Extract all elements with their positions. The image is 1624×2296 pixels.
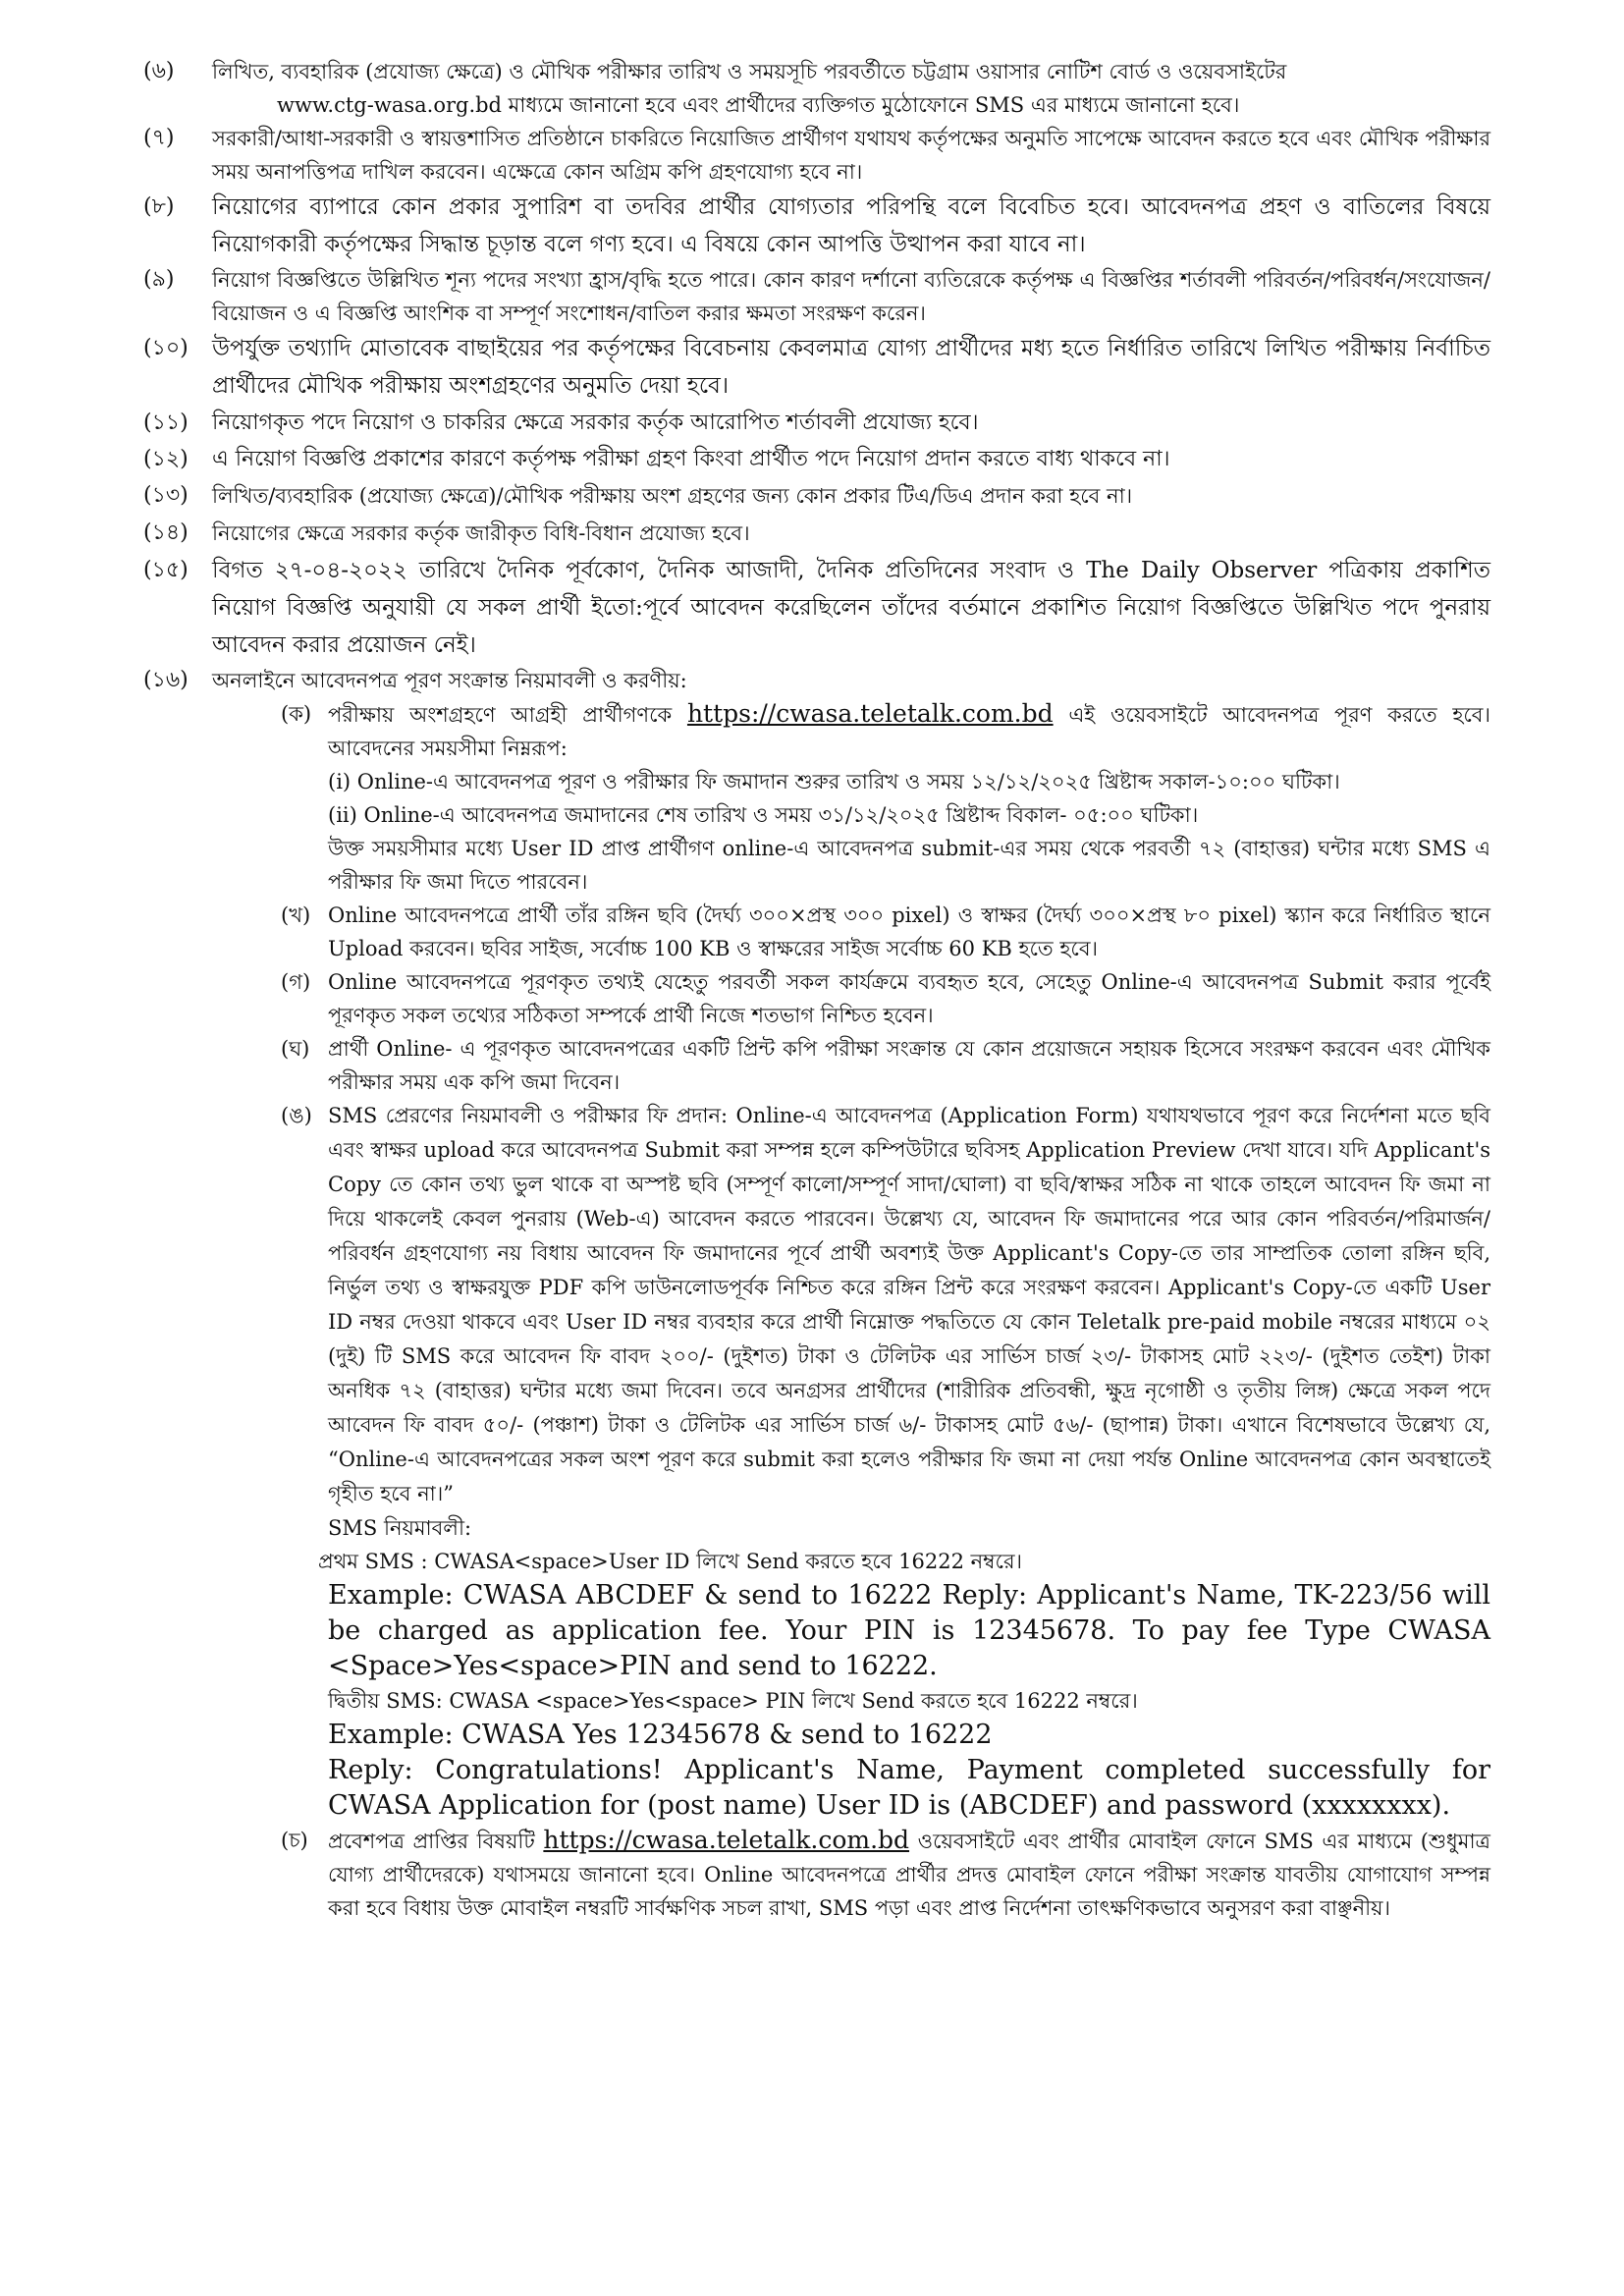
subclause-ga: [281, 965, 1490, 1032]
clause-number: (৬): [143, 59, 175, 83]
clause-number: (১৬): [143, 668, 189, 692]
subclause-text: পরীক্ষায় অংশগ্রহণে আগ্রহী প্রার্থীগণকে: [328, 703, 673, 727]
subclause-label: (চ): [281, 1829, 308, 1852]
clause-text: লিখিত/ব্যবহারিক (প্রযোজ্য ক্ষেত্রে)/মৌখিক পরীক্ষায় অংশ গ্রহণের জন্য কোন প্রকার টিএ/ডিএ প্রদান করা হবে না।: [212, 484, 1133, 508]
schedule-end: (ii) Online-এ আবেদনপত্র জমাদানের শেষ তারিখ ও সময় ৩১/১২/২০২৫ খ্রিষ্টাব্দ বিকাল- ০৫:০০ ঘটিকা।: [328, 803, 1199, 827]
clause-text: বিগত ২৭-০৪-২০২২ তারিখে দৈনিক পূর্বকোণ, দৈনিক আজাদী, দৈনিক প্রতিদিনের সংবাদ ও The Daily Observer পত্রিকায় প্রকাশিত নিয়োগ বিজ্ঞপ্তি অনুযায়ী যে সকল প্রার্থী ইতো:পূর্বে আবেদন করেছিলেন তাঁদের বর্তমানে প্রকাশিত নিয়োগ বিজ্ঞপ্তিতে উল্লিখিত পদে পুনরায় আবেদন করার প্রয়োজন নেই।: [212, 558, 1490, 658]
clause-9: [135, 263, 1490, 330]
subclause-label: (ঘ): [281, 1037, 310, 1061]
clause-text: নিয়োগকৃত পদে নিয়োগ ও চাকরির ক্ষেত্রে সরকার কর্তৃক আরোপিত শর্তাবলী প্রযোজ্য হবে।: [212, 410, 979, 435]
clause-15: [135, 552, 1490, 664]
subclause-ka: [281, 697, 1490, 765]
subclause-label: (ক): [281, 702, 312, 726]
clause-number: (৭): [143, 126, 175, 150]
sms-example-2: Example: CWASA Yes 12345678 & send to 16222: [328, 1720, 993, 1750]
website-link[interactable]: https://cwasa.teletalk.com.bd: [686, 699, 1054, 728]
clause-text: উপর্যুক্ত তথ্যাদি মোতাবেক বাছাইয়ের পর কর্তৃপক্ষের বিবেচনায় কেবলমাত্র যোগ্য প্রার্থীদের মধ্য হতে নির্ধারিত তারিখে লিখিত পরীক্ষায় নির্বাচিত প্রার্থীদের মৌখিক পরীক্ষায় অংশগ্রহণের অনুমতি দেয়া হবে।: [212, 336, 1490, 399]
subclause-label: (গ): [281, 970, 311, 994]
subclause-text: ওয়েবসাইটে এবং প্রার্থীর মোবাইল ফোনে SMS এর মাধ্যমে (শুধুমাত্র যোগ্য প্রার্থীদেরকে) যথাসময়ে জানানো হবে। Online আবেদনপত্রে প্রার্থীর প্রদত্ত মোবাইল ফোনে পরীক্ষা সংক্রান্ত যাবতীয় যোগাযোগ সম্পন্ন করা হবে বিধায় উক্ত মোবাইল নম্বরটি সার্বক্ষণিক সচল রাখা, SMS পড়া এবং প্রাপ্ত নির্দেশনা তাৎক্ষণিকভাবে অনুসরণ করা বাঞ্ছনীয়।: [328, 1830, 1490, 1920]
first-sms-instruction: প্রথম SMS : CWASA<space>User ID লিখে Send করতে হবে 16222 নম্বরে।: [318, 1550, 1023, 1573]
subclause-text: প্রার্থী Online- এ পূরণকৃত আবেদনপত্রের একটি প্রিন্ট কপি পরীক্ষা সংক্রান্ত যে কোন প্রয়োজনে সহায়ক হিসেবে সংরক্ষণ করবেন এবং মৌখিক পরীক্ষার সময় এক কপি জমা দিবেন।: [328, 1037, 1490, 1094]
subclause-text: প্রবেশপত্র প্রাপ্তির বিষয়টি: [328, 1830, 535, 1853]
clause-number: (১৫): [143, 558, 189, 582]
clause-number: (৯): [143, 267, 175, 292]
subclause-cha: [281, 1824, 1490, 1925]
clause-text: নিয়োগ বিজ্ঞপ্তিতে উল্লিখিত শূন্য পদের সংখ্যা হ্রাস/বৃদ্ধি হতে পারে। কোন কারণ দর্শানো ব্যতিরেকে কর্তৃপক্ষ এ বিজ্ঞপ্তির শর্তাবলী পরিবর্তন/পরিবর্ধন/সংযোজন/বিয়োজন ও এ বিজ্ঞপ্তি আংশিক বা সম্পূর্ণ সংশোধন/বাতিল করার ক্ষমতা সংরক্ষণ করেন।: [212, 268, 1490, 325]
clause-13: [135, 477, 1490, 515]
sms-reply: Reply: Congratulations! Applicant's Name, Payment completed successfully for CWASA Application for (post name) User ID is (ABCDEF) and password (xxxxxxxx).: [328, 1755, 1490, 1821]
clause-12: [135, 441, 1490, 477]
clause-number: (১৪): [143, 520, 189, 545]
subclause-text: এই ওয়েবসাইটে আবেদনপত্র পূরণ করতে হবে। আবেদনের সময়সীমা নিম্নরূপ:: [328, 703, 1490, 760]
clause-10: [135, 330, 1490, 405]
clause-16: [135, 664, 1490, 697]
sms-example-1: Example: CWASA ABCDEF & send to 16222 Reply: Applicant's Name, TK-223/56 will be charged as application fee. Your PIN is 12345678. To pay fee Type CWASA <Space>Yes<space>PIN and send to 16222.: [328, 1580, 1490, 1681]
sms-rules-heading: SMS নিয়মাবলী:: [328, 1516, 472, 1540]
clause-8: [135, 189, 1490, 263]
clause-number: (১২): [143, 447, 189, 471]
schedule-start: (i) Online-এ আবেদনপত্র পূরণ ও পরীক্ষার ফি জমাদান শুরুর তারিখ ও সময় ১২/১২/২০২৫ খ্রিষ্টাব্দ সকাল-১০:০০ ঘটিকা।: [328, 770, 1340, 793]
clause-text-line-2: www.ctg-wasa.org.bd মাধ্যমে জানানো হবে এবং প্রার্থীদের ব্যক্তিগত মুঠোফোনে SMS এর মাধ্যমে জানানো হবে।: [277, 93, 1240, 117]
clause-11: [135, 405, 1490, 441]
subclause-nga: [281, 1099, 1490, 1511]
clause-number: (১১): [143, 410, 189, 435]
subclause-text: SMS প্রেরণের নিয়মাবলী ও পরীক্ষার ফি প্রদান: Online-এ আবেদনপত্র (Application Form) যথাযথভাবে পূরণ করে নির্দেশনা মতে ছবি এবং স্বাক্ষর upload করে আবেদনপত্র Submit করা সম্পন্ন হলে কম্পিউটারে ছবিসহ Application Preview দেখা যাবে। যদি Applicant's Copy তে কোন তথ্য ভুল থাকে বা অস্পষ্ট ছবি (সম্পূর্ণ কালো/সম্পূর্ণ সাদা/ঘোলা) বা ছবি/স্বাক্ষর সঠিক না থাকে তাহলে আবেদন ফি জমা না দিয়ে থাকলেই কেবল পুনরায় (Web-এ) আবেদন করতে পারবেন। উল্লেখ্য যে, আবেদন ফি জমাদানের পরে আর কোন পরিবর্তন/পরিমার্জন/পরিবর্ধন গ্রহণযোগ্য নয় বিধায় আবেদন ফি জমাদানের পূর্বে প্রার্থী অবশ্যই উক্ত Applicant's Copy-তে তার সাম্প্রতিক তোলা রঙ্গিন ছবি, নির্ভুল তথ্য ও স্বাক্ষরযুক্ত PDF কপি ডাউনলোডপূর্বক নিশ্চিত করে রঙ্গিন প্রিন্ট করে সংরক্ষণ করবেন। Applicant's Copy-তে একটি User ID নম্বর দেওয়া থাকবে এবং User ID নম্বর ব্যবহার করে প্রার্থী নিম্নোক্ত পদ্ধতিতে যে কোন Teletalk pre-paid mobile নম্বরের মাধ্যমে ০২ (দুই) টি SMS করে আবেদন ফি বাবদ ২০০/- (দুইশত) টাকা ও টেলিটক এর সার্ভিস চার্জ ২৩/- টাকাসহ মোট ২২৩/- (দুইশত তেইশ) টাকা অনধিক ৭২ (বাহাত্তর) ঘন্টার মধ্যে জমা দিবেন। তবে অনগ্রসর প্রার্থীদের (শারীরিক প্রতিবন্ধী, ক্ষুদ্র নৃগোষ্ঠী ও তৃতীয় লিঙ্গ) ক্ষেত্রে সকল পদে আবেদন ফি বাবদ ৫০/- (পঞ্চাশ) টাকা ও টেলিটক এর সার্ভিস চার্জ ৬/- টাকাসহ মোট ৫৬/- (ছাপান্ন) টাকা। এখানে বিশেষভাবে উল্লেখ্য যে, “Online-এ আবেদনপত্রের সকল অংশ পূরণ করে submit করা হলেও পরীক্ষার ফি জমা না দেয়া পর্যন্ত Online আবেদনপত্র কোন অবস্থাতেই গৃহীত হবে না।”: [328, 1104, 1490, 1505]
clause-text: অনলাইনে আবেদনপত্র পূরণ সংক্রান্ত নিয়মাবলী ও করণীয়:: [212, 669, 687, 692]
clause-number: (৮): [143, 194, 175, 219]
clause-text: এ নিয়োগ বিজ্ঞপ্তি প্রকাশের কারণে কর্তৃপক্ষ পরীক্ষা গ্রহণ কিংবা প্রার্থীত পদে নিয়োগ প্রদান করতে বাধ্য থাকবে না।: [212, 447, 1170, 471]
clause-text: সরকারী/আধা-সরকারী ও স্বায়ত্তশাসিত প্রতিষ্ঠানে চাকরিতে নিয়োজিত প্রার্থীগণ যথাযথ কর্তৃপক্ষের অনুমতি সাপেক্ষে আবেদন করতে হবে এবং মৌখিক পরীক্ষার সময় অনাপত্তিপত্র দাখিল করবেন। এক্ষেত্রে কোন অগ্রিম কপি গ্রহণযোগ্য হবে না।: [212, 127, 1490, 184]
subclause-text: Online আবেদনপত্রে পূরণকৃত তথ্যই যেহেতু পরবর্তী সকল কার্যক্রমে ব্যবহৃত হবে, সেহেতু Online-এ আবেদনপত্র Submit করার পূর্বেই পূরণকৃত সকল তথ্যের সঠিকতা সম্পর্কে প্রার্থী নিজে শতভাগ নিশ্চিত হবেন।: [328, 970, 1490, 1027]
website-link[interactable]: https://cwasa.teletalk.com.bd: [543, 1826, 910, 1854]
subclause-text: Online আবেদনপত্রে প্রার্থী তাঁর রঙ্গিন ছবি (দৈর্ঘ্য ৩০০×প্রস্থ ৩০০ pixel) ও স্বাক্ষর (দৈর্ঘ্য ৩০০×প্রস্থ ৮০ pixel) স্ক্যান করে নির্ধারিত স্থানে Upload করবেন। ছবির সাইজ, সর্বোচ্চ 100 KB ও স্বাক্ষরের সাইজ সর্বোচ্চ 60 KB হতে হবে।: [328, 903, 1490, 960]
clause-number: (১০): [143, 336, 189, 360]
subclause-kha: [281, 899, 1490, 965]
schedule-note: উক্ত সময়সীমার মধ্যে User ID প্রাপ্ত প্রার্থীগণ online-এ আবেদনপত্র submit-এর সময় থেকে পরবর্তী ৭২ (বাহাত্তর) ঘন্টার মধ্যে SMS এ পরীক্ষার ফি জমা দিতে পারবেন।: [328, 837, 1490, 894]
subclause-label: (ঙ): [281, 1104, 312, 1127]
clause-text: নিয়োগের ব্যাপারে কোন প্রকার সুপারিশ বা তদবির প্রার্থীর যোগ্যতার পরিপন্থি বলে বিবেচিত হবে। আবেদনপত্র প্রহণ ও বাতিলের বিষয়ে নিয়োগকারী কর্তৃপক্ষের সিদ্ধান্ত চূড়ান্ত বলে গণ্য হবে। এ বিষয়ে কোন আপত্তি উত্থাপন করা যাবে না।: [212, 194, 1490, 257]
clause-6: [135, 55, 1490, 122]
clause-14: [135, 515, 1490, 552]
second-sms-instruction: দ্বিতীয় SMS: CWASA <space>Yes<space> PIN লিখে Send করতে হবে 16222 নম্বরে।: [328, 1689, 1138, 1713]
subclause-gha: [281, 1032, 1490, 1099]
clause-7: [135, 122, 1490, 189]
clause-number: (১৩): [143, 483, 189, 508]
subclause-label: (খ): [281, 903, 311, 927]
clause-text: নিয়োগের ক্ষেত্রে সরকার কর্তৃক জারীকৃত বিধি-বিধান প্রযোজ্য হবে।: [212, 521, 750, 545]
clause-text-line-1: লিখিত, ব্যবহারিক (প্রযোজ্য ক্ষেত্রে) ও মৌখিক পরীক্ষার তারিখ ও সময়সূচি পরবর্তীতে চট্টগ্রাম ওয়াসার নোটিশ বোর্ড ও ওয়েবসাইটের: [212, 60, 1287, 83]
